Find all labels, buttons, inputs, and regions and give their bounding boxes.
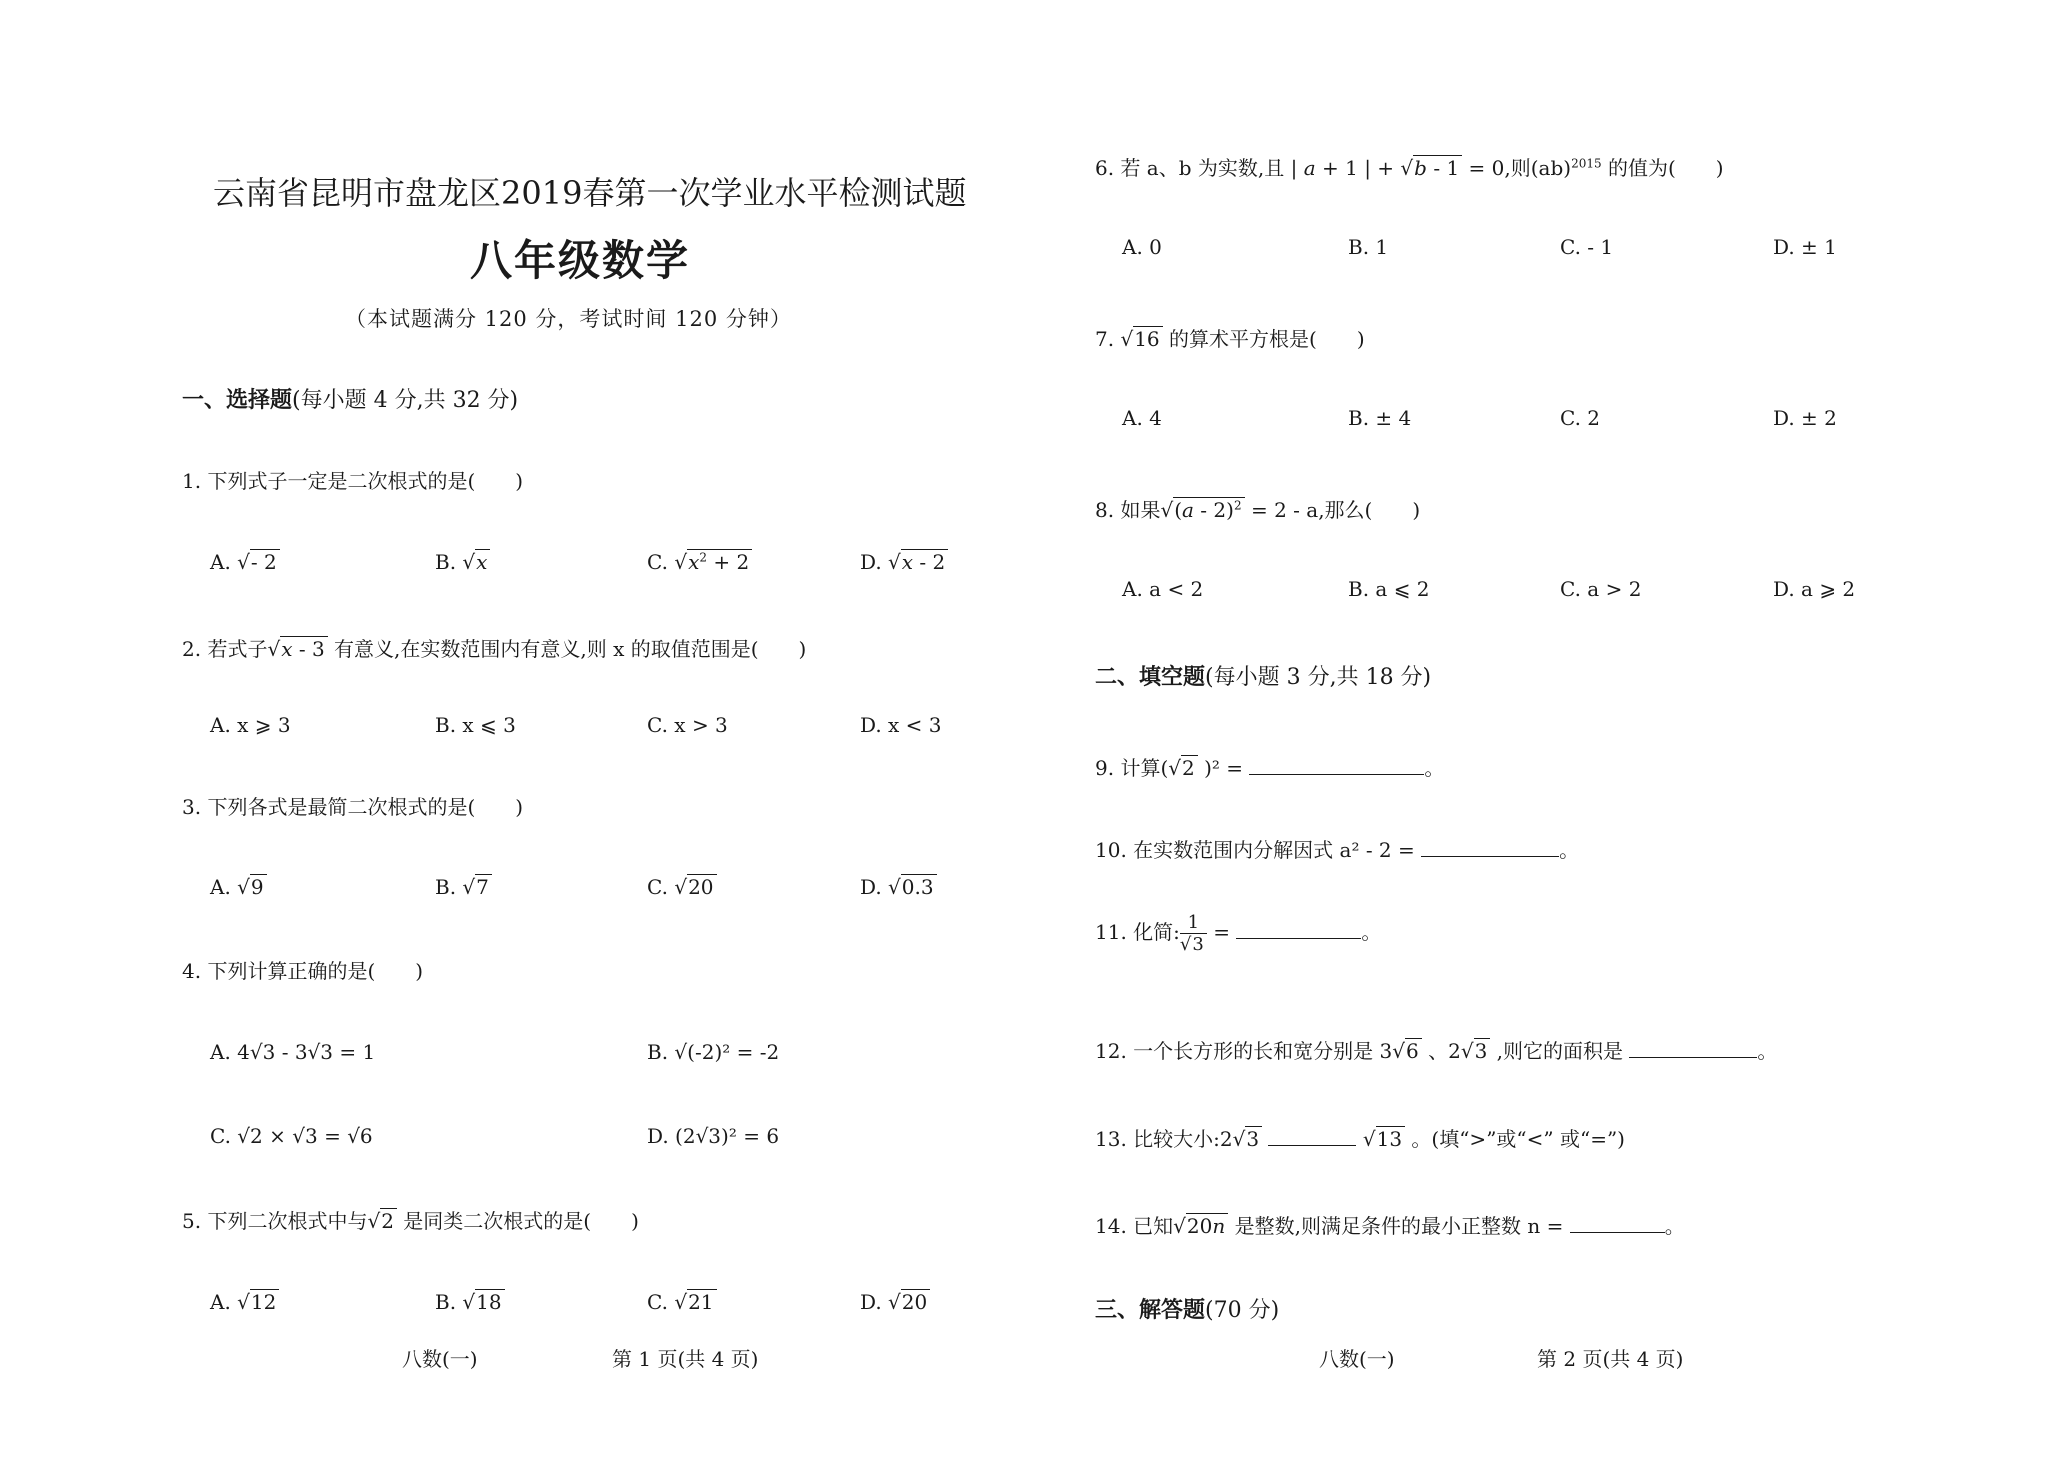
question-4: 4. 下列计算正确的是( ): [182, 959, 424, 983]
q7-option-d: D. ± 2: [1773, 406, 1837, 430]
q8-option-b: B. a ⩽ 2: [1348, 577, 1430, 601]
q2-option-b: B. x ⩽ 3: [435, 713, 516, 737]
q3-option-b: B. √7: [435, 875, 492, 899]
q2-option-a: A. x ⩾ 3: [210, 713, 291, 737]
q4-option-c: C. √2 × √3 = √6: [210, 1124, 373, 1148]
q6-option-c: C. - 1: [1560, 235, 1614, 259]
q2-option-c: C. x > 3: [647, 713, 728, 737]
q6-option-a: A. 0: [1122, 235, 1162, 259]
question-6: 6. 若 a、b 为实数,且 | a + 1 | + √b - 1 = 0,则(ab)$^{2015}$ 的值为( ): [1095, 156, 1724, 180]
right-page: [1095, 0, 1975, 1457]
q7-option-b: B. ± 4: [1348, 406, 1412, 430]
question-14: 14. 已知√20n 是整数,则满足条件的最小正整数 n = 。: [1095, 1214, 1685, 1238]
q7-option-c: C. 2: [1560, 406, 1601, 430]
q5-option-d: D. √20: [860, 1290, 930, 1314]
q8-option-d: D. a ⩾ 2: [1773, 577, 1856, 601]
section-1-detail: (每小题 4 分,共 32 分): [292, 388, 519, 413]
exam-title: 云南省昆明市盘龙区2019春第一次学业水平检测试题: [213, 174, 967, 212]
section-2-heading: [1095, 660, 1431, 691]
exam-note: （本试题满分 120 分，考试时间 120 分钟）: [345, 307, 792, 331]
q3-option-a: A. √9: [210, 875, 267, 899]
question-12: 12. 一个长方形的长和宽分别是 3√6 、2√3 ,则它的面积是 。: [1095, 1039, 1778, 1063]
section-1-heading: [182, 383, 518, 414]
q5-option-a: A. √12: [210, 1290, 279, 1314]
section-2-detail: (每小题 3 分,共 18 分): [1205, 665, 1432, 690]
question-7: 7. √16 的算术平方根是( ): [1095, 327, 1365, 351]
q1-option-a: A. √- 2: [210, 550, 280, 574]
page-1-footer-left: 八数(一): [402, 1347, 478, 1371]
question-2: 2. 若式子√x - 3 有意义,在实数范围内有意义,则 x 的取值范围是( ): [182, 637, 807, 661]
q7-option-a: A. 4: [1122, 406, 1162, 430]
section-3-detail: (70 分): [1205, 1298, 1280, 1323]
section-3-heading: [1095, 1293, 1279, 1324]
q6-option-d: D. ± 1: [1773, 235, 1837, 259]
question-13: 13. 比较大小:2√3 √13 。(填“>”或“<” 或“=”): [1095, 1127, 1625, 1151]
q2-option-d: D. x < 3: [860, 713, 942, 737]
page-2-footer-right: 第 2 页(共 4 页): [1537, 1347, 1684, 1371]
question-11: 11. 化简: $\frac{1}{√3}$ = 。: [1095, 912, 1382, 955]
q5-option-c: C. √21: [647, 1290, 717, 1314]
q4-option-b: B. √(-2)² = -2: [647, 1040, 780, 1064]
section-3-label: 三、解答题: [1095, 1298, 1206, 1323]
section-1-label: 一、选择题: [182, 388, 293, 413]
question-10: 10. 在实数范围内分解因式 a² - 2 = 。: [1095, 838, 1580, 862]
left-page: [180, 0, 980, 1457]
question-1: 1. 下列式子一定是二次根式的是( ): [182, 469, 524, 493]
page-1-footer-right: 第 1 页(共 4 页): [612, 1347, 759, 1371]
exam-subtitle: 八年级数学: [470, 236, 691, 285]
q1-option-b: B. √x: [435, 550, 490, 574]
q1-option-d: D. √x - 2: [860, 550, 948, 574]
q8-option-c: C. a > 2: [1560, 577, 1642, 601]
q4-option-a: A. 4√3 - 3√3 = 1: [210, 1040, 376, 1064]
q3-option-c: C. √20: [647, 875, 717, 899]
question-3: 3. 下列各式是最简二次根式的是( ): [182, 795, 524, 819]
q6-option-b: B. 1: [1348, 235, 1389, 259]
question-5: 5. 下列二次根式中与√2 是同类二次根式的是( ): [182, 1209, 639, 1233]
question-9: 9. 计算(√2 )² = 。: [1095, 756, 1445, 780]
q3-option-d: D. √0.3: [860, 875, 937, 899]
q5-option-b: B. √18: [435, 1290, 505, 1314]
section-2-label: 二、填空题: [1095, 665, 1206, 690]
q8-option-a: A. a < 2: [1122, 577, 1204, 601]
page-2-footer-left: 八数(一): [1319, 1347, 1395, 1371]
q1-option-c: C. $√x^2 + 2$: [647, 550, 752, 574]
question-8: 8. 如果√(a - 2)$^2$ = 2 - a,那么( ): [1095, 498, 1421, 522]
q4-option-d: D. (2√3)² = 6: [647, 1124, 780, 1148]
